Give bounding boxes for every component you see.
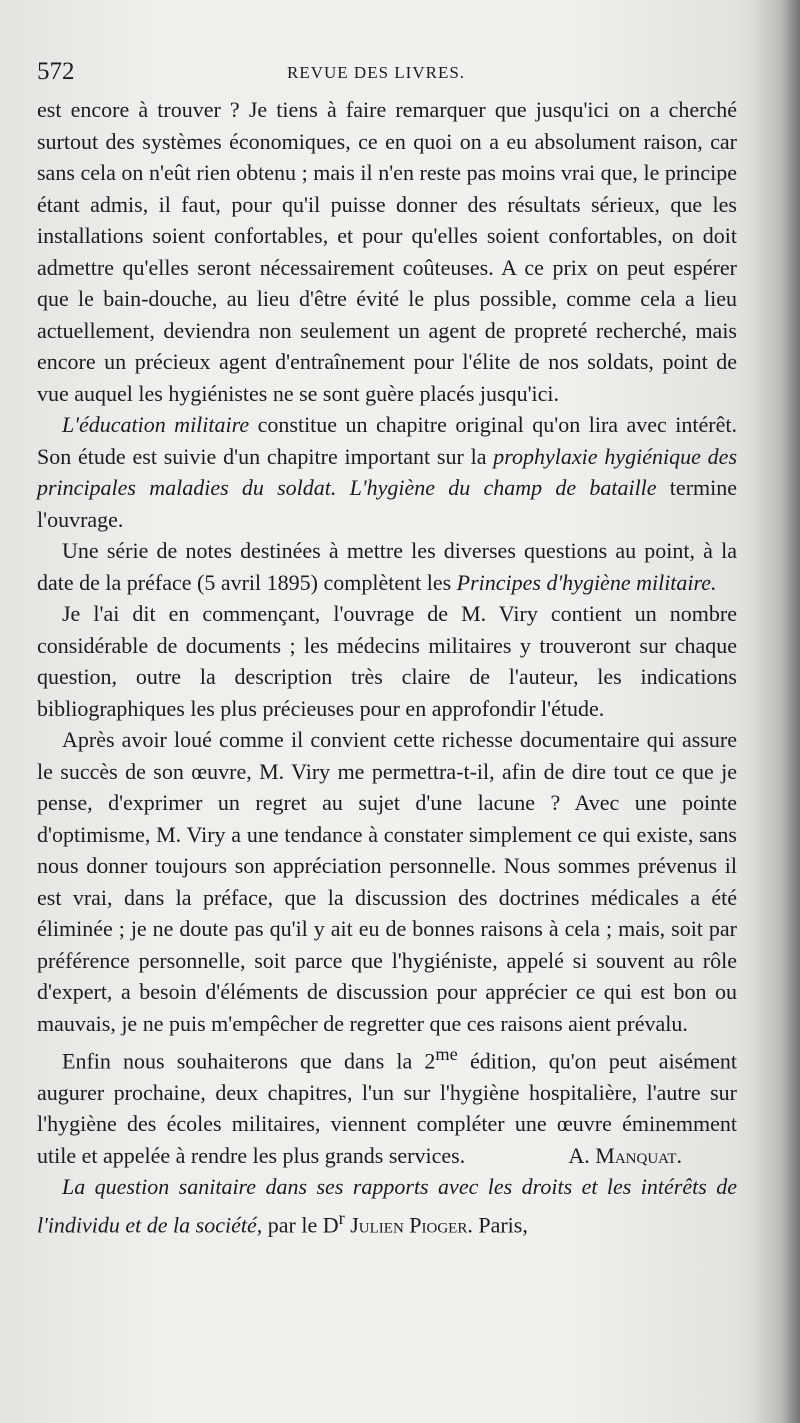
running-title: REVUE DES LIVRES. — [287, 63, 466, 82]
signature: A. Manquat. — [568, 1142, 682, 1168]
text-run: Une série de notes destinées à mettre les diverses questions au point, à la date de la préface (5 avril 1895) complètent les — [37, 538, 737, 595]
paragraph-1: est encore à trouver ? Je tiens à faire remarquer que jusqu'ici on a cherché surtout des systèmes économiques, ce en quoi on a eu absolument raison, car sans cela on n'eût rien obtenu ; mais il n'en reste pas moins vrai que, le principe étant admis, il faut, pour qu'il puisse donner des résultats sérieux, que les installations soient confortables, et pour qu'elles soient confortables, on doit admettre qu'elles seront nécessairement coûteuses. A ce prix on peut espérer que le bain-douche, au lieu d'être évité le plus possible, comme cela a lieu actuellement, deviendra non seulement un agent de propreté recherché, mais encore un précieux agent d'entraînement pour l'élite de nos soldats, point de vue auquel les hygiénistes ne se sont guère placés jusqu'ici. — [37, 97, 737, 406]
page-number: 572 — [37, 58, 75, 85]
next-review-reference — [37, 1171, 737, 1240]
text-run: termine l'ouvrage. — [37, 475, 738, 532]
paragraph-3 — [37, 535, 737, 598]
superscript: r — [338, 1207, 345, 1228]
paragraph-4: Je l'ai dit en commençant, l'ouvrage de M. Viry contient un nombre considérable de documents ; les médecins militaires y trouveront sur chaque question, outre la description très claire de l'auteur, les indications bibliographiques les plus précieuses pour en approfondir l'étude. — [37, 601, 737, 721]
page-header — [37, 58, 737, 92]
paragraph-2 — [37, 409, 737, 535]
text-run — [336, 475, 349, 500]
italic-phrase: prophylaxie hygiénique des principales maladies du soldat. — [37, 443, 738, 500]
text-run: édition, qu'on peut aisément augurer prochaine, deux chapitres, l'un sur l'hygiène hospitalière, l'autre sur l'hygiène des écoles militaires, viennent compléter une œuvre éminemment utile et appelée à rendre les plus grands services. — [37, 1048, 738, 1168]
superscript: me — [435, 1044, 458, 1064]
text-run: constitue un chapitre original qu'on lira avec intérêt. Son étude est suivie d'un chapitre important sur la — [37, 412, 737, 469]
italic-phrase: Principes d'hygiène militaire. — [456, 569, 717, 595]
body-text — [37, 94, 737, 1241]
author-name: Julien Pioger — [350, 1212, 468, 1238]
book-title: La question sanitaire dans ses rapports avec les droits et les intérêts de l'individu et de la société, — [37, 1174, 737, 1238]
page-edge-shadow — [754, 0, 800, 1423]
text-run: Enfin nous souhaiterons que dans la 2 — [62, 1048, 436, 1074]
italic-phrase: L'hygiène du champ de bataille — [349, 475, 657, 500]
text-run: . Paris, — [467, 1212, 528, 1238]
italic-phrase: L'éducation militaire — [62, 412, 250, 437]
text-run: par le D — [262, 1212, 339, 1238]
paragraph-5: Après avoir loué comme il convient cette richesse documentaire qui assure le succès de son œuvre, M. Viry me permettra-t-il, afin de dire tout ce que je pense, d'exprimer un regret au sujet d'une lacune ? Avec une pointe d'optimisme, M. Viry a une tendance à constater simplement ce qui existe, sans nous donner toujours son appréciation personnelle. Nous sommes prévenus il est vrai, dans la préface, que la discussion des doctrines médicales a été éliminée ; je ne doute pas qu'il y ait eu de bonnes raisons à cela ; mais, soit par préférence personnelle, soit parce que l'hygiéniste, appelé si souvent au rôle d'expert, a besoin d'éléments de discussion pour apprécier ce qui est bon ou mauvais, je ne puis m'empêcher de regretter que ces raisons aient prévalu. — [37, 727, 737, 1036]
